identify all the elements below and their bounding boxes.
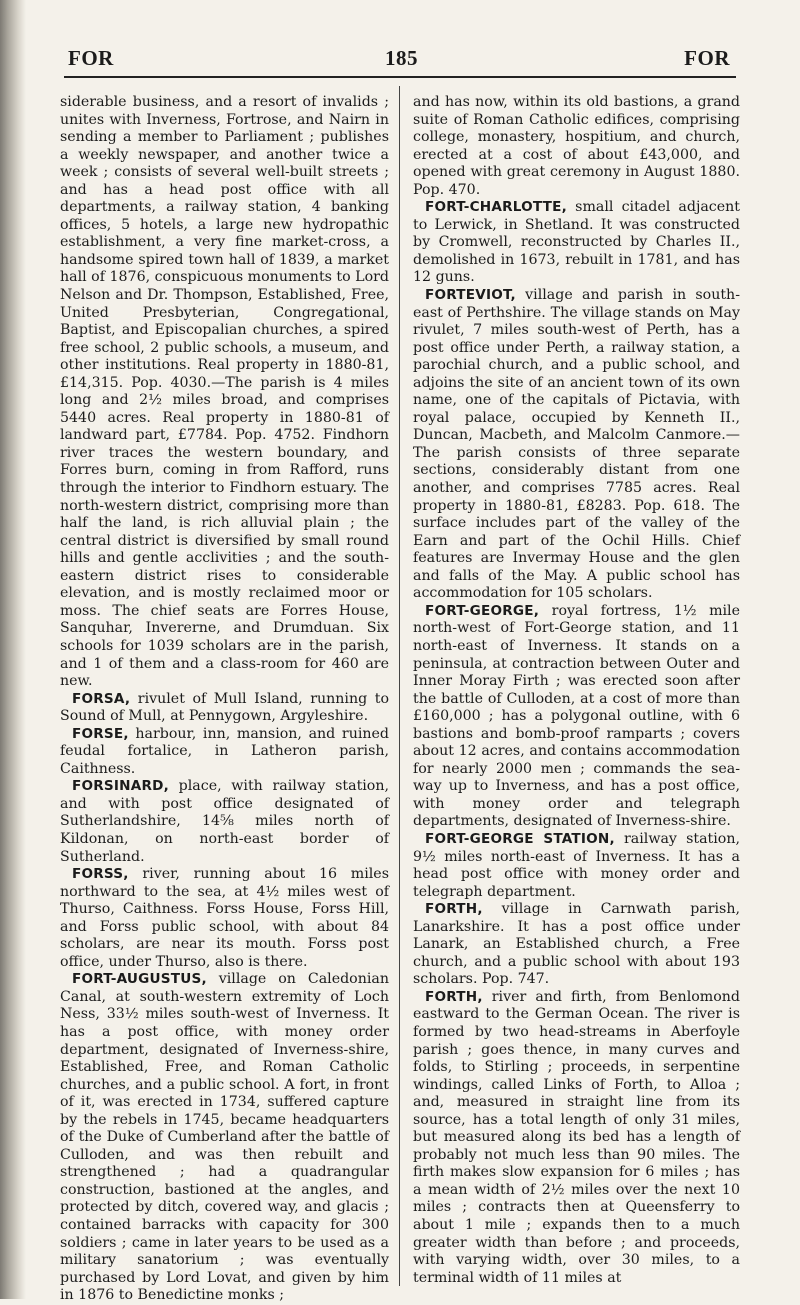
entry-text: river, running about 16 miles northward to the sea, at 4½ miles west of Thurso, Caithness. Forss House, Forss Hill, and Forss public school, with about 84 scholars, are near its mouth. Forss post office, under Thurso, also is there. — [60, 866, 389, 970]
gazetteer-entry — [60, 726, 389, 779]
entry-headword: FORT-CHARLOTTE, — [425, 199, 567, 216]
entry-text: royal fortress, 1½ mile north-west of Fort-George station, and 11 north-east of Inverness. It stands on a peninsula, at contraction between Outer and Inner Moray Firth ; was erected soon after the battle of Culloden, at a cost of more than £160,000 ; has a polygonal outline, with 6 bastions and bomb-proof ramparts ; covers about 12 acres, and contains accommodation for nearly 2000 men ; commands the sea-way up to Inverness, and has a post office, with money order and telegraph departments, designated of Inverness-shire. — [413, 602, 740, 830]
page-number: 185 — [385, 46, 418, 70]
entry-headword: FORTH, — [425, 988, 483, 1005]
header-left-guideword: FOR — [68, 46, 114, 70]
entry-text: rivulet of Mull Island, running to Sound of Mull, at Pennygown, Argyleshire. — [60, 690, 389, 725]
gazetteer-entry — [413, 199, 740, 287]
entry-headword: FORT-AUGUSTUS, — [72, 971, 207, 988]
entry-headword: FORT-GEORGE, — [425, 602, 540, 619]
gazetteer-entry — [60, 866, 389, 971]
entry-headword: FORT-GEORGE STATION, — [425, 830, 615, 847]
entry-text: river and firth, from Benlomond eastward to the German Ocean. The river is formed by two head-streams in Aberfoyle parish ; goes thence, in many curves and folds, to Stirling ; proceeds, in serpentine windings, called Links of Forth, to Alloa ; and, measured in straight line from its source, has a total length of only 31 miles, but measured along its bed has a length of probably not much less than 90 miles. The firth makes slow expansion for 6 miles ; has a mean width of 2½ miles over the next 10 miles ; contracts then at Queensferry to about 1 mile ; expands then to a much greater width than before ; and proceeds, with varying width, over 30 miles, to a terminal width of 11 miles at — [413, 988, 740, 1286]
entry-text: small citadel adjacent to Lerwick, in Shetland. It was constructed by Cromwell, reconstructed by Charles II., demolished in 1673, rebuilt in 1781, and has 12 guns. — [413, 199, 740, 286]
entry-headword: FORSINARD, — [72, 778, 169, 795]
entry-text: place, with railway station, and with post office designated of Sutherlandshire, 14⅝ miles north of Kildonan, on north-east border of Sutherland. — [60, 778, 389, 865]
page-gutter-shadow — [0, 0, 26, 1299]
gazetteer-entry — [60, 691, 389, 726]
entry-headword: FORSS, — [72, 866, 129, 883]
entry-text: railway station, 9½ miles north-east of Inverness. It has a head post office with money order and telegraph department. — [413, 830, 740, 900]
header-right-guideword: FOR — [684, 46, 730, 70]
entry-text: harbour, inn, mansion, and ruined feudal fortalice, in Latheron parish, Caithness. — [60, 725, 389, 777]
entry-text: village and parish in south-east of Perthshire. The village stands on May rivulet, 7 miles south-west of Perth, has a post office under Perth, a railway station, a parochial church, and a public school, and adjoins the site of an ancient town of its own name, one of the capitals of Pictavia, with royal palace, occupied by Kenneth II., Duncan, Macbeth, and Malcolm Canmore.—The parish consists of three separate sections, considerably distant from one another, and comprises 7785 acres. Real property in 1880-81, £8283. Pop. 618. The surface includes part of the valley of the Earn and part of the Ochil Hills. Chief features are Invermay House and the glen and falls of the May. A public school has accommodation for 105 scholars. — [413, 287, 740, 602]
gazetteer-entry — [413, 901, 740, 989]
entry-headword: FORSE, — [72, 725, 129, 742]
running-header — [60, 46, 736, 76]
continued-entry-text: and has now, within its old bastions, a grand suite of Roman Catholic edifices, comprising college, monastery, hospitium, and church, erected at a cost of about £43,000, and opened with great ceremony in August 1880. Pop. 470. — [413, 94, 740, 198]
gazetteer-entry — [60, 971, 389, 1304]
left-column — [60, 94, 390, 1304]
entry-text: village on Caledonian Canal, at south-western extremity of Loch Ness, 33½ miles south-west of Inverness. It has a post office, with money order department, designated of Inverness-shire, Established, Free, and Roman Catholic churches, and a public school. A fort, in front of it, was erected in 1734, suffered capture by the rebels in 1745, became headquarters of the Duke of Cumberland after the battle of Culloden, and was then rebuilt and strengthened ; had a quadrangular construction, bastioned at the angles, and protected by ditch, covered way, and glacis ; contained barracks with capacity for 300 soldiers ; came in later years to be used as a military sanatorium ; was eventually purchased by Lord Lovat, and given by him in 1876 to Benedictine monks ; — [60, 971, 389, 1304]
gazetteer-entry — [413, 603, 740, 831]
gazetteer-entry — [60, 778, 389, 866]
right-column — [413, 94, 740, 1286]
entry-headword: FORTH, — [425, 901, 483, 918]
gazetteer-entry — [413, 287, 740, 603]
entry-text: village in Carnwath parish, Lanarkshire. It has a post office under Lanark, an Established church, a Free church, and a public school with about 193 scholars. Pop. 747. — [413, 901, 740, 988]
entry-headword: FORTEVIOT, — [425, 287, 516, 304]
gazetteer-entry — [413, 831, 740, 901]
gazetteer-entry — [413, 989, 740, 1287]
continued-entry-text: siderable business, and a resort of invalids ; unites with Inverness, Fortrose, and Nairn in sending a member to Parliament ; publishes a weekly newspaper, and another twice a week ; consists of several well-built streets ; and has a head post office with all departments, a railway station, 4 banking offices, 5 hotels, a large new hydropathic establishment, a very fine market-cross, a handsome spired town hall of 1839, a market hall of 1876, conspicuous monuments to Lord Nelson and Dr. Thompson, Established, Free, United Presbyterian, Congregational, Baptist, and Episcopalian churches, a spired free school, 2 public schools, a museum, and other institutions. Real property in 1880-81, £14,315. Pop. 4030.—The parish is 4 miles long and 2½ miles broad, and comprises 5440 acres. Real property in 1880-81 of landward part, £7784. Pop. 4752. Findhorn river traces the western boundary, and Forres burn, coming in from Rafford, runs through the interior to Findhorn estuary. The north-western district, comprising more than half the land, is rich alluvial plain ; the central district is diversified by small round hills and gentle acclivities ; and the south-eastern district rises to considerable elevation, and is mostly reclaimed moor or moss. The chief seats are Forres House, Sanquhar, Invererne, and Drumduan. Six schools for 1039 scholars are in the parish, and 1 of them and a class-room for 460 are new. — [60, 94, 390, 690]
header-rule — [64, 76, 736, 78]
column-divider — [399, 86, 400, 1286]
entry-headword: FORSA, — [72, 690, 131, 707]
